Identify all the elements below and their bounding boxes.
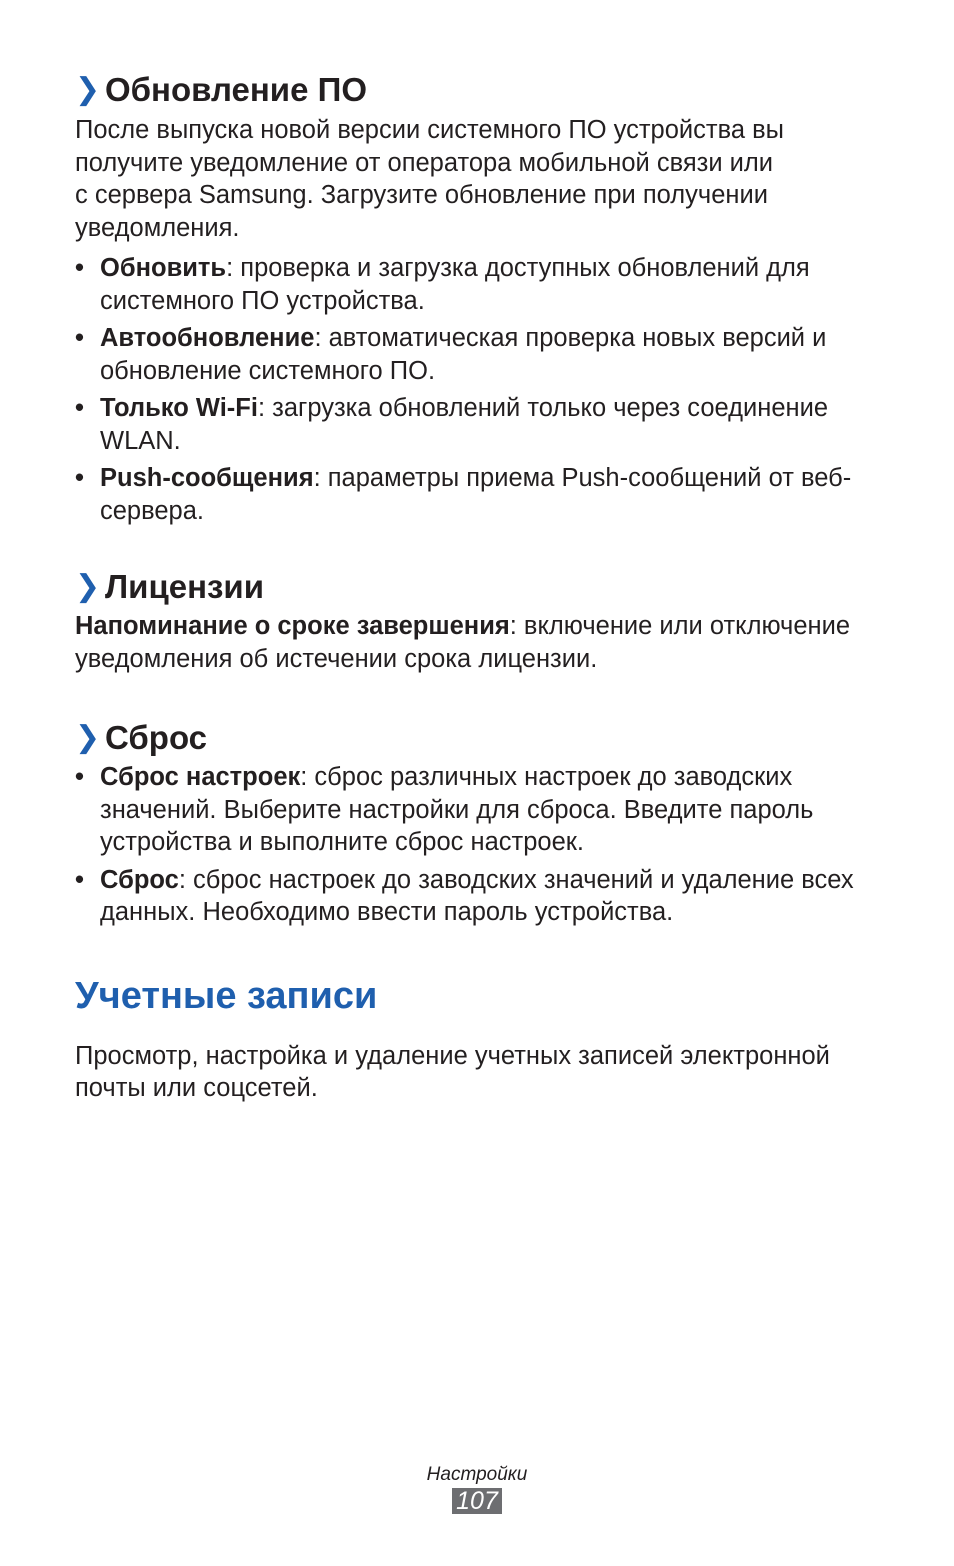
list-item-text: : автоматическая проверка новых версий и	[314, 324, 827, 352]
section-heading-licenses-text: Лицензии	[105, 568, 264, 605]
update-paragraph-line: получите уведомление от оператора мобильной связи или	[75, 148, 774, 177]
accounts-paragraph-line: Просмотр, настройка и удаление учетных записей электронной	[75, 1041, 830, 1070]
update-paragraph-line: После выпуска новой версии системного ПО устройства вы	[75, 116, 784, 144]
main-heading-accounts: Учетные записи	[75, 974, 378, 1017]
list-item-text: : проверка и загрузка доступных обновлений для	[226, 254, 810, 282]
bullet-dot: •	[75, 865, 84, 894]
licenses-text: : включение или отключение	[509, 612, 851, 640]
bullet-dot: •	[75, 464, 84, 492]
list-item-text: : параметры приема Push-сообщений от веб-	[313, 464, 852, 492]
list-item-text: WLAN.	[100, 426, 181, 455]
list-item-text: значений. Выберите настройки для сброса. Введите пароль	[100, 795, 814, 824]
update-options-list	[75, 252, 875, 527]
chevron-right-icon: ❯	[75, 570, 101, 603]
accounts-paragraph-line: почты или соцсетей.	[75, 1074, 318, 1102]
list-item	[75, 252, 875, 317]
list-item-term: Автообновление	[100, 324, 315, 352]
bullet-dot: •	[75, 763, 84, 791]
section-heading-licenses	[75, 567, 875, 607]
section-heading-update-text: Обновление ПО	[105, 71, 368, 108]
bullet-dot: •	[75, 254, 84, 282]
list-item	[75, 761, 875, 859]
list-item-term: Только Wi-Fi	[100, 394, 258, 422]
list-item-text: : сброс настроек до заводских значений и удаление всех	[178, 865, 854, 894]
chevron-right-icon: ❯	[75, 721, 101, 754]
list-item-text: устройства и выполните сброс настроек.	[100, 828, 584, 856]
section-heading-reset-text: Сброс	[105, 719, 208, 756]
footer-section-label: Настройки	[426, 1464, 528, 1485]
reset-options-list	[75, 761, 875, 929]
licenses-text: уведомления об истечении срока лицензии.	[75, 644, 598, 673]
list-item-term: Сброс	[100, 865, 179, 894]
list-item-text: данных. Необходимо ввести пароль устройства.	[100, 898, 674, 926]
chevron-right-icon: ❯	[75, 73, 101, 106]
accounts-paragraph	[75, 1040, 875, 1105]
list-item-text: : загрузка обновлений только через соединение	[257, 394, 829, 422]
licenses-paragraph	[75, 610, 875, 675]
list-item-text: сервера.	[100, 496, 205, 525]
list-item-term: Обновить	[100, 254, 227, 282]
list-item	[75, 462, 875, 527]
section-heading-update	[75, 70, 875, 110]
section-heading-reset	[75, 718, 875, 758]
list-item	[75, 392, 875, 457]
licenses-term: Напоминание о сроке завершения	[75, 612, 510, 640]
list-item-term: Push-сообщения	[100, 464, 314, 492]
list-item-text: обновление системного ПО.	[100, 356, 436, 385]
page-footer	[0, 1462, 954, 1514]
update-paragraph-line: уведомления.	[75, 213, 240, 242]
bullet-dot: •	[75, 324, 84, 352]
page-number: 107	[452, 1488, 502, 1514]
bullet-dot: •	[75, 394, 84, 422]
list-item-text: системного ПО устройства.	[100, 286, 425, 315]
list-item	[75, 322, 875, 387]
list-item-term: Сброс настроек	[100, 763, 301, 791]
update-paragraph-line: с сервера Samsung. Загрузите обновление при получении	[75, 181, 768, 209]
list-item-text: : сброс различных настроек до заводских	[300, 763, 793, 791]
update-paragraph	[75, 114, 875, 244]
page-content	[75, 70, 875, 1105]
list-item	[75, 864, 875, 929]
